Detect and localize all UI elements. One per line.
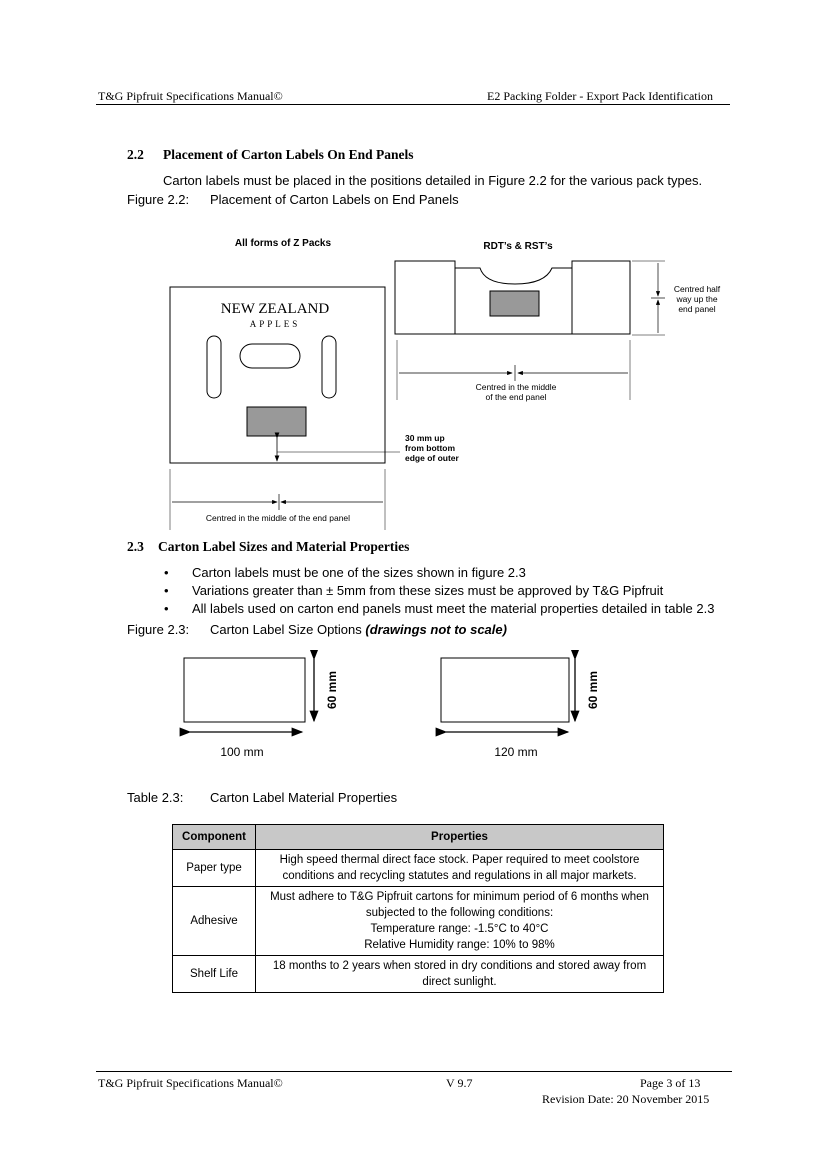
- figure-2-3-note: (drawings not to scale): [365, 622, 507, 637]
- label-size-120mm: [441, 658, 569, 722]
- cell-component: Adhesive: [173, 887, 256, 956]
- note-30mm-2: from bottom: [405, 443, 456, 453]
- header-properties: Properties: [256, 825, 664, 850]
- hand-hole-center: [240, 344, 300, 368]
- rdt-left-end: [395, 261, 455, 334]
- note-centred-rdt-2: of the end panel: [485, 392, 547, 402]
- header-component: Component: [173, 825, 256, 850]
- figure-2-3-diagram: [170, 650, 620, 765]
- note-centred-rdt-1: Centred in the middle: [475, 382, 557, 392]
- note-30mm-1: 30 mm up: [405, 433, 445, 443]
- rdt-label-position: [490, 291, 539, 316]
- figure-2-3-label: Figure 2.3:: [127, 622, 190, 637]
- note-centred-z: Centred in the middle of the end panel: [205, 513, 351, 523]
- hand-hole-left: [207, 336, 221, 398]
- brand-line2: APPLES: [249, 319, 301, 329]
- table-2-3-title: Carton Label Material Properties: [210, 790, 398, 805]
- figure-2-2-diagram: [160, 232, 740, 532]
- footer-manual-title: T&G Pipfruit Specifications Manual©: [98, 1076, 283, 1090]
- cell-properties: Must adhere to T&G Pipfruit cartons for minimum period of 6 months when subjected to the following conditions: Temperature range: -1.5°C to 40°C Relative Humidity range: 10% to 98%: [256, 887, 664, 956]
- note-half-2: way up the: [676, 294, 718, 304]
- table-row: [173, 956, 664, 993]
- label1-width: 100 mm: [220, 745, 264, 759]
- figure-2-2-label: Figure 2.2:: [127, 192, 190, 207]
- section-2-2-intro: Carton labels must be placed in the positions detailed in Figure 2.2 for the various pack types.: [163, 173, 703, 188]
- figure-2-2-title: Placement of Carton Labels on End Panels: [210, 192, 459, 207]
- table-row: [173, 850, 664, 887]
- footer-version: V 9.7: [446, 1076, 473, 1090]
- section-2-2-title: Placement of Carton Labels On End Panels: [163, 147, 414, 162]
- bullet-item: • Carton labels must be one of the sizes shown in figure 2.3: [164, 565, 526, 580]
- header-section-title: E2 Packing Folder - Export Pack Identification: [487, 89, 713, 103]
- header-rule: [96, 104, 730, 105]
- table-row: [173, 887, 664, 956]
- bullet-item: • All labels used on carton end panels must meet the material properties detailed in table 2.3: [164, 601, 715, 616]
- footer-page-number: Page 3 of 13: [640, 1076, 701, 1090]
- header-manual-title: T&G Pipfruit Specifications Manual©: [98, 89, 283, 103]
- rdt-right-end: [572, 261, 630, 334]
- note-half-1: Centred half: [673, 284, 721, 294]
- figure-2-3-title: Carton Label Size Options (drawings not to scale): [210, 622, 507, 637]
- label-size-100mm: [184, 658, 305, 722]
- note-half-3: end panel: [678, 304, 716, 314]
- section-2-3-title: Carton Label Sizes and Material Properties: [158, 539, 410, 554]
- bullet-item: • Variations greater than ± 5mm from these sizes must be approved by T&G Pipfruit: [164, 583, 664, 598]
- footer-rule: [96, 1071, 732, 1072]
- label2-width: 120 mm: [494, 745, 538, 759]
- section-2-3-number: 2.3: [127, 539, 144, 554]
- footer-revision-date: Revision Date: 20 November 2015: [542, 1092, 710, 1106]
- label1-height: 60 mm: [325, 670, 339, 710]
- label2-height: 60 mm: [586, 670, 600, 710]
- zpack-title: All forms of Z Packs: [234, 238, 332, 249]
- rdt-title: RDT’s & RST’s: [483, 241, 553, 252]
- cell-properties: High speed thermal direct face stock. Paper required to meet coolstore conditions and recycling statutes and regulations in all major markets.: [256, 850, 664, 887]
- brand-line1: NEW ZEALAND: [220, 301, 330, 317]
- hand-hole-right: [322, 336, 336, 398]
- cell-component: Shelf Life: [173, 956, 256, 993]
- note-30mm-3: edge of outer: [405, 453, 459, 463]
- material-properties-table: [172, 824, 664, 993]
- section-2-2-number: 2.2: [127, 147, 144, 162]
- table-header-row: [173, 825, 664, 850]
- zpack-label-position: [247, 407, 306, 436]
- cell-properties: 18 months to 2 years when stored in dry conditions and stored away from direct sunlight.: [256, 956, 664, 993]
- cell-component: Paper type: [173, 850, 256, 887]
- table-2-3-label: Table 2.3:: [127, 790, 184, 805]
